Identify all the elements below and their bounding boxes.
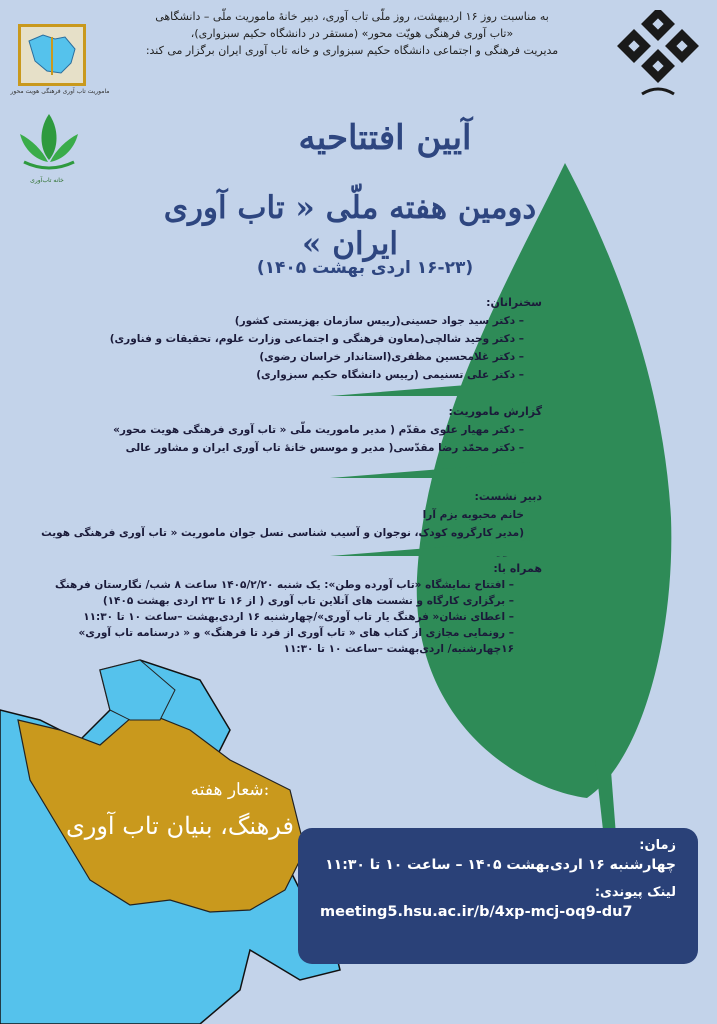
program-item: ۱۶چهارشنبه/ اردی‌بهشت –ساعت ۱۰ تا ۱۱:۳۰ <box>283 643 514 655</box>
event-subtitle: دومین هفته ملّی « تاب آوری ایران » <box>163 190 537 262</box>
along-with-section <box>32 561 542 657</box>
program-item: – افتتاح نمایشگاه «تاب آورده وطن»: یک شنبه ۱۴۰۵/۲/۲۰ ساعت ۸ شب/ نگارستان فرهنگ <box>55 579 514 591</box>
link-label: لینک پیوندی: <box>594 885 676 900</box>
intro-line-1: به مناسبت روز ۱۶ اردیبهشت، روز ملّی تاب آوری، دبیر خانهٔ ماموریت ملّی – دانشگاهی <box>155 10 549 23</box>
speaker-item: – دکتر وحید شالچی(معاون فرهنگی و اجتماعی وزارت علوم، تحقیقات و فناوری) <box>109 333 524 345</box>
time-label: زمان: <box>639 838 676 853</box>
speaker-item: – دکتر سید جواد حسینی(رییس سازمان بهزیستی کشور) <box>234 315 524 327</box>
report-item: – دکتر مهیار علوی مقدّم ( مدیر ماموریت ملّی « تاب آوری فرهنگی هویت محور» <box>113 424 524 436</box>
separator-wedge <box>330 540 530 556</box>
speakers-section <box>32 294 542 384</box>
intro-line-3: مدیریت فرهنگی و اجتماعی دانشگاه حکیم سبزواری و خانه تاب آوری ایران برگزار می کند: <box>145 44 559 57</box>
secretary-item: خانم محبوبه بزم آرا <box>422 509 524 521</box>
separator-wedge <box>330 462 530 478</box>
along-with-heading: همراه با: <box>493 562 542 575</box>
program-item: – برگزاری کارگاه و نشست های آنلاین تاب آوری ( از ۱۶ تا ۲۳ اردی بهشت ۱۴۰۵) <box>102 595 514 607</box>
ceremony-title: آیین افتتاحیه <box>298 118 472 158</box>
time-value: چهارشنبه ۱۶ اردی‌بهشت ۱۴۰۵ – ساعت ۱۰ تا ۱۱:۳۰ <box>325 857 676 873</box>
secretary-item: (مدیر کارگروه کودک، نوجوان و آسیب شناسی نسل جوان ماموریت « تاب آوری فرهنگی هویت <box>41 527 524 539</box>
program-item: – اعطای نشان« فرهنگ یار تاب آوری»/چهارشنبه ۱۶ اردی‌بهشت –ساعت ۱۰ تا ۱۱:۳۰ <box>83 611 514 623</box>
iran-map-logo-icon <box>21 27 83 83</box>
speakers-heading: سخنرانان: <box>486 296 542 309</box>
report-item: – دکتر محمّد رضا مقدّسی( مدیر و موسس خانهٔ تاب آوری ایران و مشاور عالی <box>125 442 524 454</box>
mission-logo-caption: ماموریت تاب آوری فرهنگی هویت محور <box>10 88 110 95</box>
program-item: – رونمایی مجازی از کتاب های « تاب آوری از فرد تا فرهنگ» و « درسنامه تاب آوری» <box>78 627 514 639</box>
lotus-logo-icon <box>14 110 84 178</box>
mission-logo <box>18 24 86 86</box>
slogan-text: فرهنگ، بنیان تاب آوری <box>65 812 295 840</box>
speaker-item: – دکتر غلامحسین مظفری(استاندار خراسان رضوی) <box>259 351 524 363</box>
mission-report-heading: گزارش ماموریت: <box>448 405 542 418</box>
event-dates: (۱۶-۲۳ اردی بهشت ۱۴۰۵) <box>256 258 474 278</box>
hakim-sabzevari-university-logo-icon <box>612 10 704 102</box>
resilience-house-caption: خانه تاب‌آوری <box>30 177 64 184</box>
intro-line-2: «تاب آوری فرهنگی هویّت محور» (مستقر در دانشگاه حکیم سبزواری)، <box>190 27 514 40</box>
slogan-label: شعار هفته: <box>190 780 270 800</box>
separator-wedge <box>330 380 530 396</box>
meeting-link[interactable]: meeting5.hsu.ac.ir/b/4xp-mcj-oq9-du7 <box>320 904 633 920</box>
event-info-box <box>298 828 698 964</box>
mission-report-section <box>32 403 542 457</box>
session-secretary-heading: دبیر نشست: <box>474 490 542 503</box>
speaker-item: – دکتر علی تسنیمی (رییس دانشگاه حکیم سبزواری) <box>256 369 524 381</box>
intro-text <box>137 8 567 59</box>
